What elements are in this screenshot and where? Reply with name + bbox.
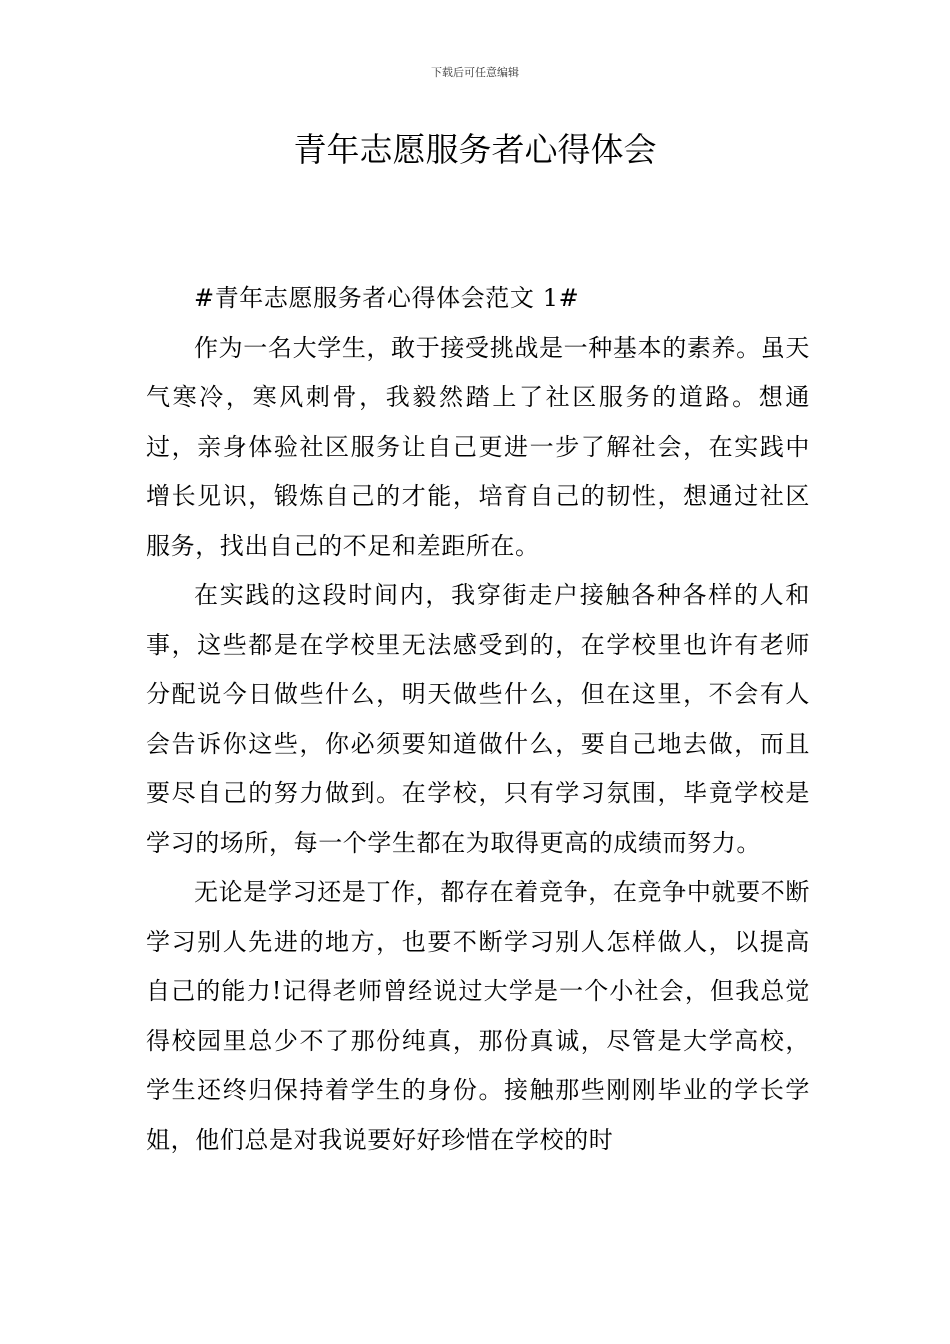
document-title: 青年志愿服务者心得体会 xyxy=(293,130,657,169)
header-note: 下载后可任意编辑 xyxy=(431,66,519,79)
paragraph-2: 在实践的这段时间内，我穿街走户接触各种各样的人和事，这些都是在学校里无法感受到的，在学校里也许有老师分配说今日做些什么，明天做些什么，但在这里，不会有人会告诉你这些，你必须要知道做什么，要自己地去做，而且要尽自己的努力做到。在学校，只有学习氛围，毕竟学校是学习的场所，每一个学生都在为取得更高的成绩而努力。 xyxy=(146,581,810,857)
paragraph-1: 作为一名大学生，敢于接受挑战是一种基本的素养。虽天气寒冷，寒风刺骨，我毅然踏上了社区服务的道路。想通过，亲身体验社区服务让自己更进一步了解社会，在实践中增长见识，锻炼自己的才能，培育自己的韧性，想通过社区服务，找出自己的不足和差距所在。 xyxy=(146,333,810,560)
paragraph-3: 无论是学习还是丁作，都存在着竞争，在竞争中就要不断学习别人先进的地方，也要不断学习别人怎样做人，以提高自己的能力!记得老师曾经说过大学是一个小社会，但我总觉得校园里总少不了那份纯真，那份真诚，尽管是大学高校，学生还终归保持着学生的身份。接触那些刚刚毕业的学长学姐，他们总是对我说要好好珍惜在学校的时 xyxy=(146,878,810,1154)
document-body xyxy=(146,274,810,1165)
section-heading: #青年志愿服务者心得体会范文 1# xyxy=(194,284,580,312)
